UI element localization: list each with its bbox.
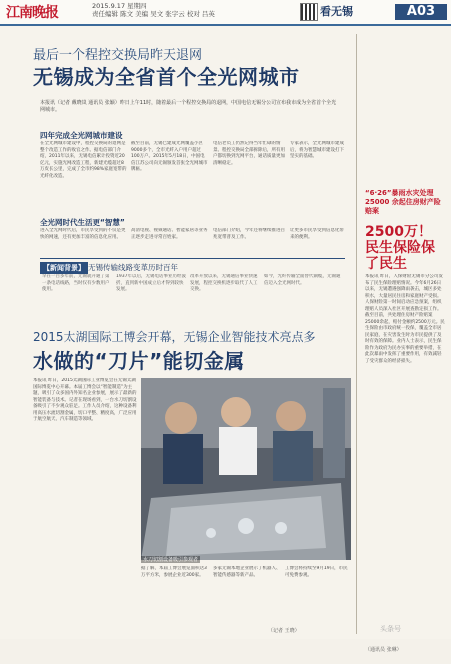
story2-col-2: 多家无锡本地企业展示了机器人、智能传感器等新产品。: [213, 566, 281, 578]
story2-left-column: 本报讯 昨日，2015太湖国际工业博览会在无锡太湖国际博览中心开幕。本届工博会以“智能制造”为主题，吸引了众多国内外知名企业参展，展示了最新的智能装备与技术。记者在现场看到，一台水刀切割设备吸引了不少观众驻足。工作人员介绍，这种设备利用高压水流切割金属，切口平整、精度高，广泛应用于航空航天、汽车制造等领域。: [33, 378, 137, 422]
sidebar-signature: （通讯员 张琳）: [365, 647, 402, 653]
story1-col-4: 专家表示，全光网城市建成后，将为智慧城市建设打下坚实的基础。: [290, 141, 344, 159]
sidebar-headline: 2500万！民生保险保了民生: [365, 224, 435, 272]
story1-col-2: 截至目前，无锡已建成光网覆盖小区9000多个，全市光纤入户用户超过100万户。2015年5月18日，中国电信江苏公司向无锡颁发首张全光网城市牌匾。: [131, 141, 208, 172]
masthead-date: 2015.9.17 星期四: [92, 2, 147, 10]
story2-col-1: 据了解，本届工博会展览面积达3万平方米，参展企业近300家。: [141, 566, 207, 578]
story1-col-7: 电信部门介绍，今年还将继续推进百兆宽带普及工作。: [213, 228, 285, 240]
watermark: 头条号: [380, 625, 401, 633]
story1-subhead-1: 四年完成全光网城市建设: [40, 131, 123, 140]
masthead-brand: 江南晚报: [6, 5, 58, 21]
news-background-p2: 1937年以后，无锡电话事业历经波折，直到新中国成立后才得到较快发展。: [116, 274, 186, 292]
story1-col-8: 让更多市民享受到信息化带来的便利。: [290, 228, 344, 240]
page-number: A03: [395, 4, 447, 20]
sidebar-body: 本报讯 昨日，人保财险无锡市分公司发布了民生保险理赔情况。今年6月26日以来，无锡遭遇强降雨袭击，城区多处积水，大量居民住房和家庭财产受损。人保财险第一时间启动应急预案，组织理赔人员深入社区开展查勘定损工作。截至目前，共处理住房财产险赔案25000余起，赔付金额约2500万元。民生保险由市政府统一投保，覆盖全市居民家庭，在灾害发生时为市民提供了及时有效的保障。业内人士表示，民生保险作为政府为民办实事的重要举措，在此次暴雨中发挥了重要作用，有效减轻了受灾群众的经济损失。: [365, 274, 445, 364]
masthead-bar: [0, 0, 451, 26]
story1-headline: 无锡成为全省首个全光网城市: [33, 65, 300, 89]
sidebar-column: [356, 34, 447, 653]
story2-kicker: 2015太湖国际工博会开幕，无锡企业智能技术亮点多: [33, 330, 316, 344]
news-background-label: 【新闻背景】: [40, 262, 88, 274]
story1-kicker: 最后一个程控交换局昨天退网: [33, 48, 203, 63]
news-background-p4: 如今，光纤传输全面替代铜缆，无锡通信迈入全光网时代。: [264, 274, 341, 286]
photo-caption: 水刀切割设备吸引参观者: [143, 557, 199, 563]
masthead-meta: [92, 2, 215, 18]
section-title: 看无锡: [320, 5, 353, 18]
story1-col-3: 电信老员工仍然记得当年忙碌的情景。程控交换局全部拆除后，所有用户都切换到光网平台，通话质量更加清晰稳定。: [213, 141, 285, 166]
story1-col-1: 在全光网城市建设中，程控交换局的退网是整个改造工作的收官之作。据电信部门介绍，2011年以来，无锡电信累计投资近20亿元，实施光网改造工程，新建光缆超过8万皮长公里，完成了全市约98%家庭宽带的光纤化改造。: [40, 141, 127, 179]
story2-col-3: 工博会将持续至9月19日，市民可免费参观。: [285, 566, 348, 578]
news-background-title: 无锡传输线路变革历时百年: [88, 263, 178, 272]
photo-illustration: [141, 378, 351, 560]
story2-headline: 水做的“刀片”能切金属: [33, 349, 245, 373]
news-photo: [141, 378, 351, 560]
story1-lede: 本报讯（记者 戴晓岚 通讯员 张颖）昨日上午11时，随着最后一个程控交换局的退网，中国电信无锡分公司宣布我市成为全省首个全光网城市。: [40, 100, 337, 113]
story2-signature: （记者 王晓）: [268, 628, 300, 634]
masthead-editors: 责任编辑 陈文 美编 吴文 张字云 校对 吕英: [92, 10, 215, 18]
story1-col-5: 进入全光网时代后，市民享受到的不仅是更快的网速，还有更加丰富的信息化应用。: [40, 228, 126, 240]
news-background-p3: 改革开放以来，无锡通信事业快速发展，程控交换机逐步取代了人工交换。: [190, 274, 258, 292]
story1-subhead-2: 全光网时代生活更“智慧”: [40, 218, 125, 227]
qr-code-icon: [300, 3, 318, 21]
news-background-box: [40, 258, 345, 325]
sidebar-kicker: “6·26”暴雨水灾处理 25000 余起住房财产险赔案: [365, 189, 441, 215]
story1-col-6: 高清电视、视频通话、智能家居等业务正逐步走进寻常百姓家。: [131, 228, 208, 240]
news-background-p1: 早在一百多年前，无锡就开通了第一条电话线路，当时仅有少数用户使用。: [42, 274, 110, 292]
